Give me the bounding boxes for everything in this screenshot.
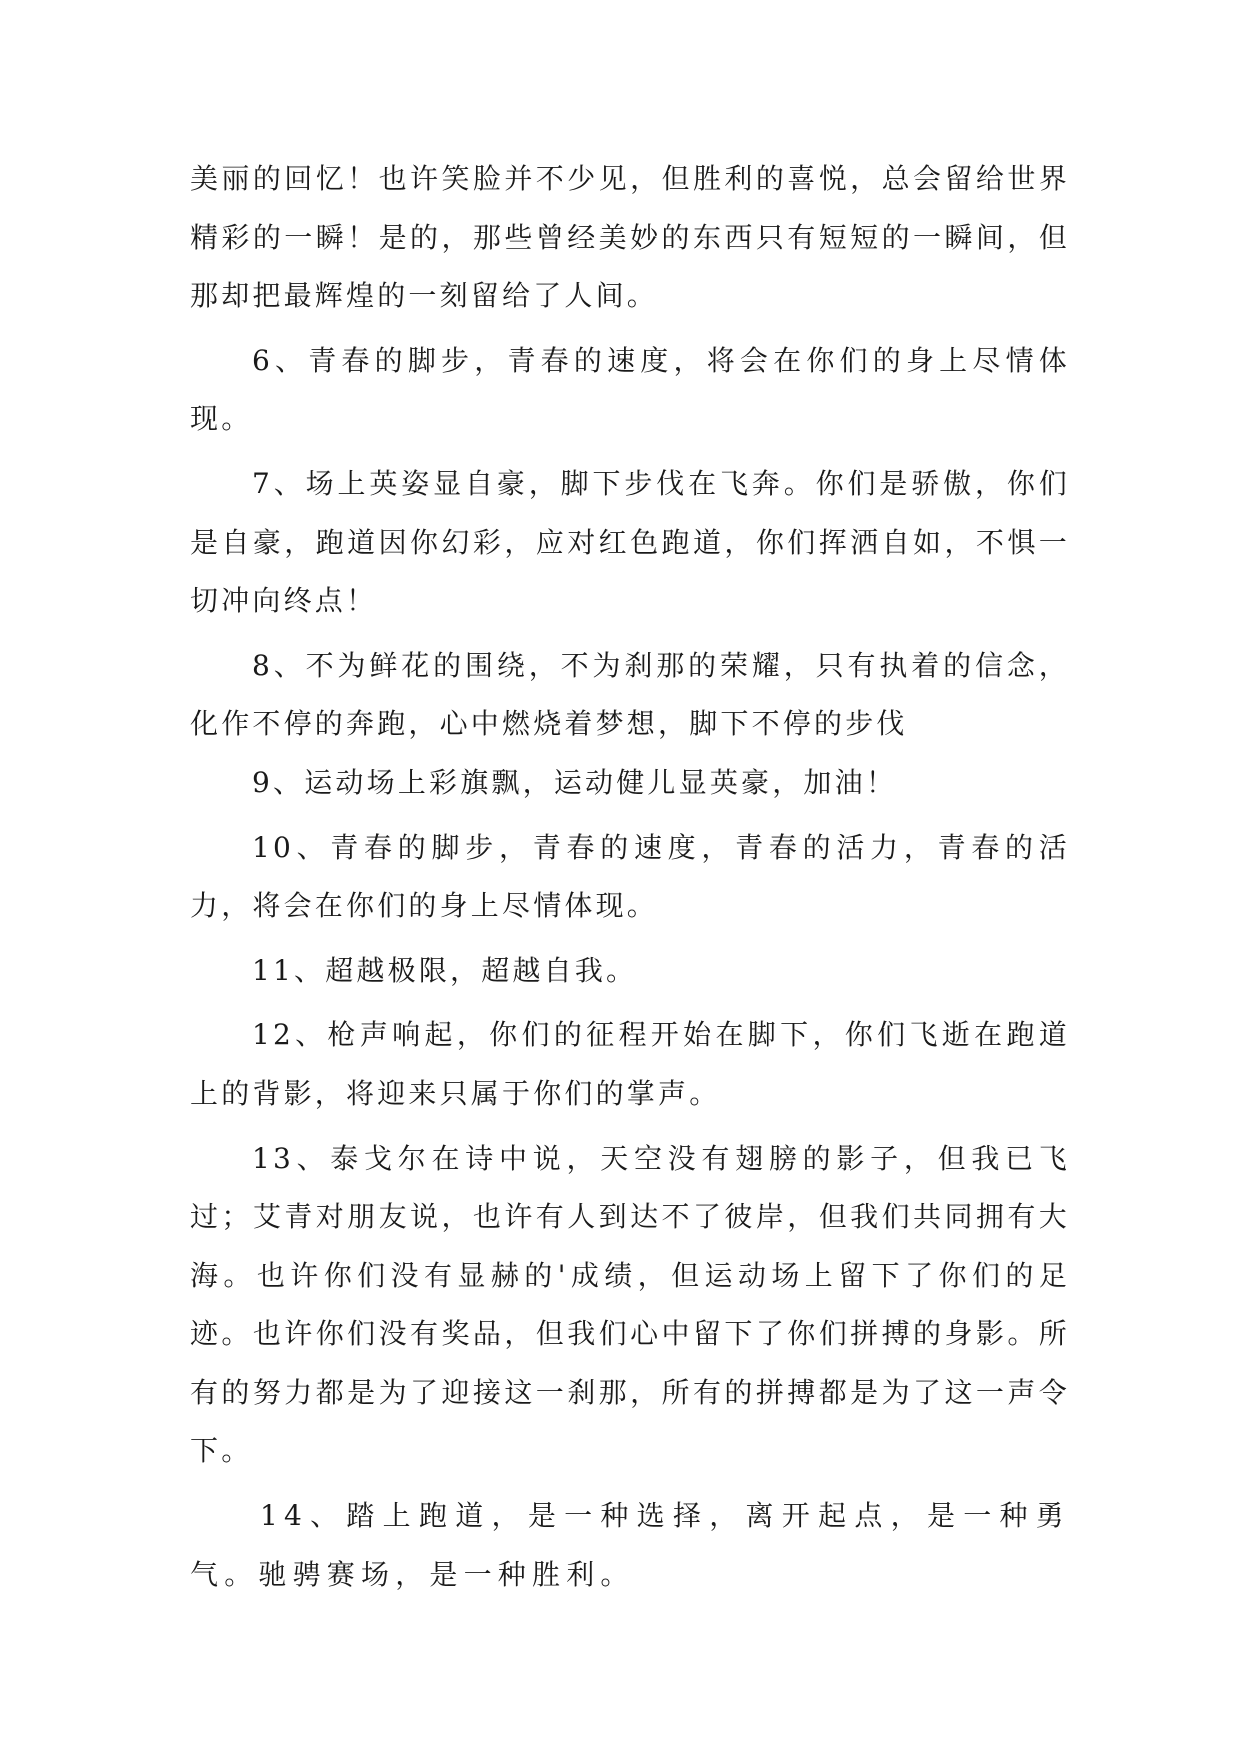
paragraph-7: 7、场上英姿显自豪，脚下步伐在飞奔。你们是骄傲，你们是自豪，跑道因你幻彩，应对红色跑道，你们挥洒自如，不惧一切冲向终点！: [190, 466, 1070, 618]
paragraph-13: 13、泰戈尔在诗中说，天空没有翅膀的影子，但我已飞过；艾青对朋友说，也许有人到达不了彼岸，但我们共同拥有大海。也许你们没有显赫的'成绩，但运动场上留下了你们的足迹。也许你们没有奖品，但我们心中留下了你们拼搏的身影。所有的努力都是为了迎接这一刹那，所有的拼搏都是为了这一声令下。: [190, 1141, 1070, 1468]
paragraph-9: 9、运动场上彩旗飘，运动健儿显英豪，加油！: [252, 765, 898, 799]
paragraph-12: 12、枪声响起，你们的征程开始在脚下，你们飞逝在跑道上的背影，将迎来只属于你们的掌声。: [190, 1018, 1070, 1110]
paragraph-14: 14、踏上跑道，是一种选择，离开起点，是一种勇气。驰骋赛场，是一种胜利。: [190, 1499, 1070, 1591]
paragraph-intro: 美丽的回忆！也许笑脸并不少见，但胜利的喜悦，总会留给世界精彩的一瞬！是的，那些曾经美妙的东西只有短短的一瞬间，但那却把最辉煌的一刻留给了人间。: [190, 162, 1070, 313]
paragraph-6: 6、青春的脚步，青春的速度，将会在你们的身上尽情体现。: [190, 343, 1070, 436]
document-body: [190, 150, 1070, 1604]
paragraph-8: 8、不为鲜花的围绕，不为刹那的荣耀，只有执着的信念，化作不停的奔跑，心中燃烧着梦想，脚下不停的步伐: [190, 648, 1070, 741]
paragraph-11: 11、超越极限，超越自我。: [252, 953, 638, 987]
paragraph-10: 10、青春的脚步，青春的速度，青春的活力，青春的活力，将会在你们的身上尽情体现。: [190, 830, 1070, 923]
